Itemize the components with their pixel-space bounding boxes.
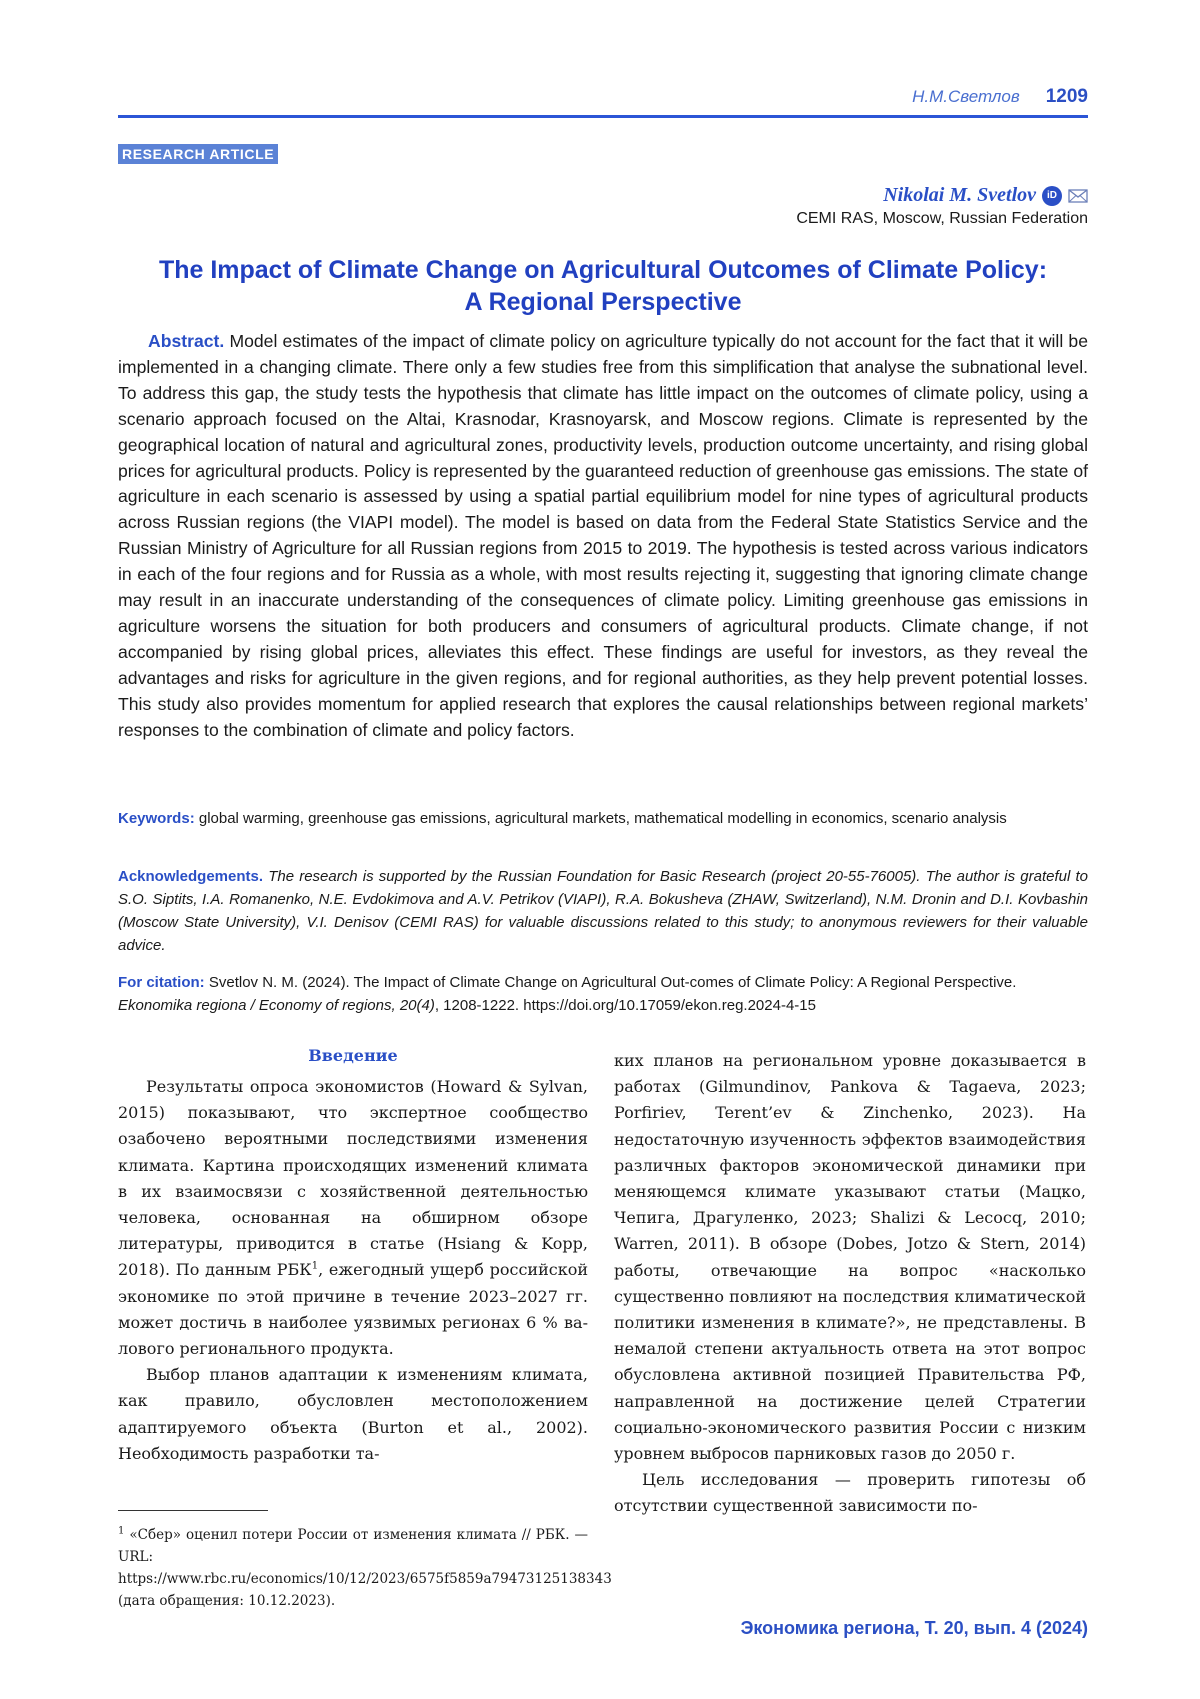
footnote-rule [118,1510,268,1511]
paragraph-text: , ежегодный ущерб российской экономике по этой причине в течение 2023–2027 гг. может достичь в наиболее уязвимых регионах 6 % валового регионального продукта. [118,1260,588,1359]
article-type-badge: RESEARCH ARTICLE [118,144,278,164]
author-affiliation: CEMI RAS, Moscow, Russian Federation [796,210,1088,227]
running-author: Н.М.Светлов [912,87,1020,106]
section-heading: Введение [308,1046,398,1065]
article-title [118,254,1088,318]
citation-text-after: , 1208-1222. https://doi.org/10.17059/ekon.reg.2024-4-15 [434,997,816,1014]
keywords-label: Keywords: [118,810,195,827]
keywords [118,807,1088,830]
body-paragraph [118,1074,588,1362]
body-column-right [614,1048,1086,1520]
citation-text-before: Svetlov N. M. (2024). The Impact of Climate Change on Agricultural Out-comes of Climate Policy: A Regional Perspective. [208,974,1017,991]
body-paragraph: Цель исследования — проверить гипотезы об отсутствии существенной зависимости по- [614,1470,1086,1516]
footnote-text: «Сбер» оценил потери России от изменения климата // РБК. — URL: https://www.rbc.ru/economics/10/12/2023/6575f5859a79473125138343 (дата обращения: 10.12.2023). [118,1527,612,1609]
body-column-left [118,1044,588,1467]
title-line-2: A Regional Perspective [464,288,742,316]
keywords-text: global warming, greenhouse gas emissions, agricultural markets, mathematical modelling in economics, scenario analysis [198,810,1007,827]
abstract-text: Model estimates of the impact of climate policy on agriculture typically do not account for the fact that it will be implemented in a changing climate. There only a few studies free from this simplification that analyse the subnational level. To address this gap, the study tests the hypothesis that climate has little impact on the outcomes of climate policy, using a scenario approach focused on the Altai, Krasnodar, Krasnoyarsk, and Moscow regions. Climate is represented by the geographical location of natural and agricultural zones, productivity levels, production outcome uncertainty, and rising global prices for agricultural products. Policy is represented by the guaranteed reduction of greenhouse gas emissions. The state of agriculture in each scenario is assessed by using a spatial partial equilibrium model for nine types of agricultural products across Russian regions (the VIAPI model). The model is based on data from the Federal State Statistics Service and the Russian Ministry of Agriculture for all Russian regions from 2015 to 2019. The hypothesis is tested across various indicators in each of the four regions and for Russia as a whole, with most results rejecting it, suggesting that ignoring climate change may result in an inaccurate understanding of the consequences of climate policy. Limiting greenhouse gas emissions in agriculture worsens the situation for both producers and consumers of agricultural products. Climate change, if not accompanied by rising global prices, alleviates this effect. These findings are useful for investors, as they reveal the advantages and risks for agriculture in the given regions, and for regional authorities, as they help prevent potential losses. This study also provides momentum for applied research that explores the causal relationships between regional markets’ responses to the combination of climate and policy factors. [118,331,1089,740]
acknowledgements-text: The research is supported by the Russian Foundation for Basic Research (project 20-55-76005). The author is grateful to S.O. Siptits, I.A. Romanenko, N.E. Evdokimova and A.V. Petrikov (VIAPI), R.A. Bokusheva (ZHAW, Switzerland), N.M. Dronin and D.I. Kovbashin (Moscow State University), V.I. Denisov (CEMI RAS) for valuable discussions related to this study; to anonymous reviewers for their valuable advice. [118,868,1089,954]
abstract [118,329,1088,744]
paragraph-text: Результаты опроса экономистов (Howard & Sylvan, 2015) показывают, что экспертное сообщество озабочено вероятными последствиями изменения климата. Картина происходящих изменений климата в их взаимосвязи с хозяйственной деятельностью человека, основанная на обширном обзоре литературы, приводится в статье (Hsiang & Kopp, 2018). По данным РБК [118,1077,588,1280]
body-paragraph: Выбор планов адаптации к изменениям климата, как правило, обусловлен местоположением адаптируемого объекта (Burton et al., 2002). Необходимость разработки та- [118,1365,588,1463]
footnote-ref[interactable]: 1 [311,1261,319,1273]
title-line-1: The Impact of Climate Change on Agricultural Outcomes of Climate Policy: [158,256,1048,284]
acknowledgements [118,865,1088,957]
citation-label: For citation: [118,974,205,991]
footnote-number: 1 [118,1525,125,1537]
journal-footer: Экономика региона, Т. 20, вып. 4 (2024) [740,1618,1088,1638]
orcid-icon[interactable]: iD [1042,186,1062,206]
body-paragraph: ких планов на региональном уровне доказывается в работах (Gilmundinov, Pankova & Tagaeva, 2023; Porfiriev, Terent’ev & Zinchenko, 2023). На недостаточную изученность эффектов взаимодействия различных факторов экономической динамики при меняющемся климате указывают статьи (Мацко, Чепига, Драгуленко, 2023; Shalizi & Lecocq, 2010; Warren, 2011). В обзоре (Dobes, Jotzo & Stern, 2014) работы, отвечающие на вопрос «насколько существенно повлияют на последствия климатической политики изменения в климате?», не представлены. В немалой степени актуальность ответа на этот вопрос обусловлена активной позицией Правительства РФ, направленной на достижение целей Стратегии социально-экономического развития России с низким уровнем выбросов парниковых газов до 2050 г. [614,1051,1086,1464]
mail-icon[interactable] [1068,189,1088,203]
page-number: 1209 [1045,86,1088,107]
author-name: Nikolai M. Svetlov [883,184,1036,206]
footnote [118,1524,612,1612]
acknowledgements-label: Acknowledgements. [118,868,264,885]
citation-journal: Ekonomika regiona / Economy of regions, 20(4) [118,997,435,1014]
abstract-label: Abstract. [148,331,225,351]
header-rule [118,115,1088,118]
citation [118,971,1088,1017]
running-header [118,86,1088,110]
author-block [796,184,1088,228]
